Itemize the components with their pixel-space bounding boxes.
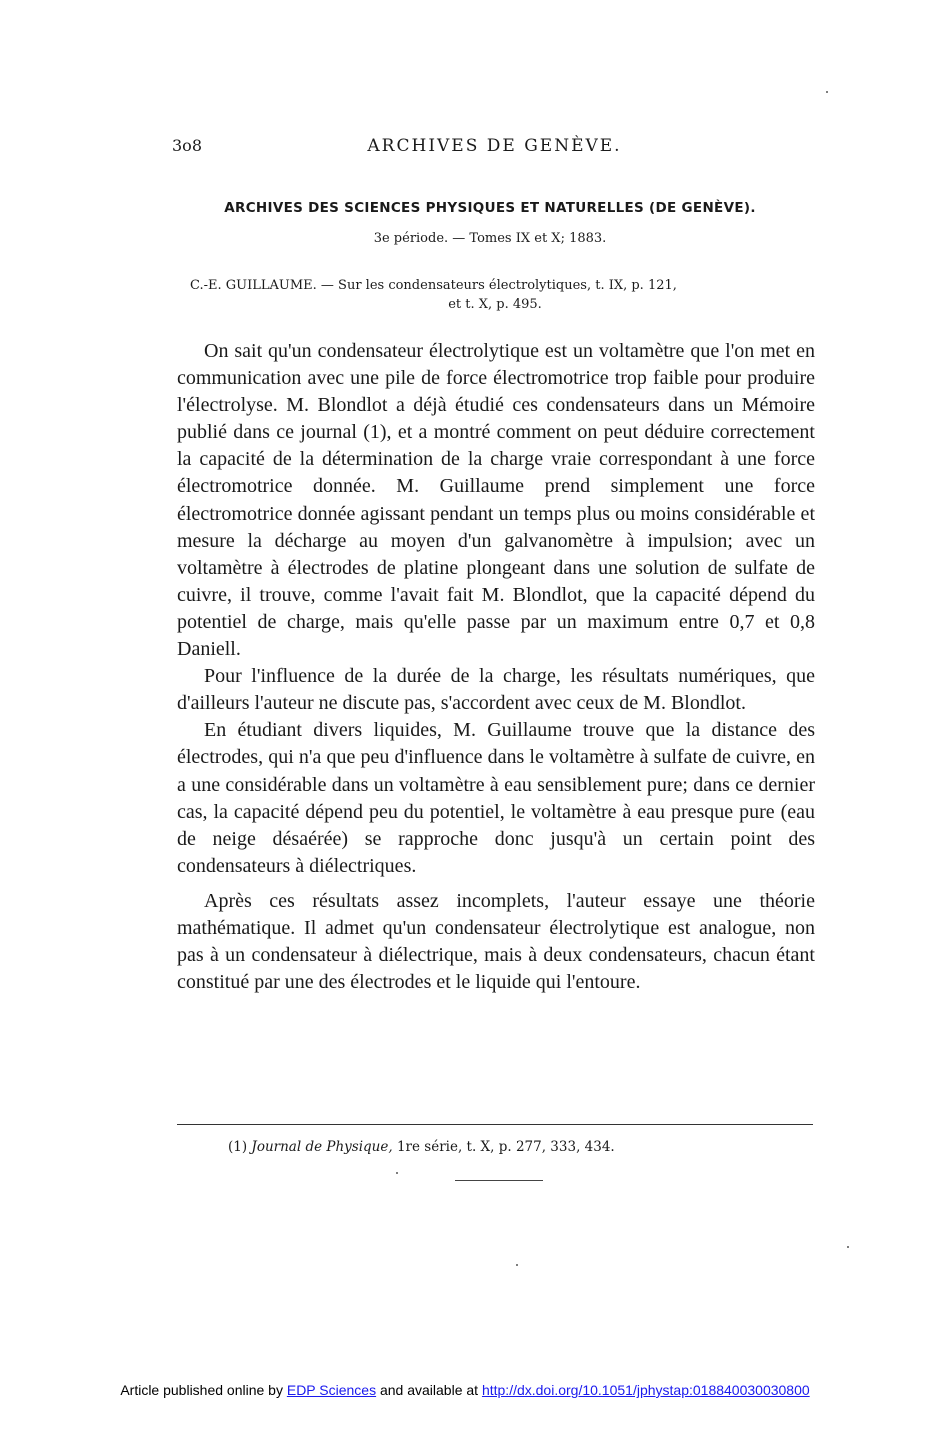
running-head: ARCHIVES DE GENÈVE. bbox=[367, 136, 622, 156]
body-paragraph-2: Pour l'influence de la durée de la charge, les résultats numériques, que d'ailleurs l'auteur ne discute pas, s'accordent avec ceux de M. Blondlot. bbox=[177, 665, 815, 715]
footnote-journal: Journal de Physique, bbox=[251, 1139, 393, 1155]
article-reference bbox=[190, 276, 800, 314]
body-paragraph-4: Après ces résultats assez incomplets, l'auteur essaye une théorie mathématique. Il admet qu'un condensateur électrolytique est analogue, non pas à un condensateur à diélectrique, mais à deux condensateurs, chacun étant constitué par une des électrodes et le liquide qui l'entoure. bbox=[177, 889, 815, 994]
scan-speck bbox=[516, 1264, 518, 1266]
article-reference-line-2: et t. X, p. 495. bbox=[448, 297, 542, 312]
footnote-divider bbox=[177, 1124, 813, 1125]
page-number: 3o8 bbox=[172, 136, 202, 155]
body-paragraph-1: On sait qu'un condensateur électrolytique est un voltamètre que l'on met en communication avec une pile de force électromotrice trop faible pour produire l'électrolyse. M. Blondlot a déjà étudié ces condensateurs dans un Mémoire publié dans ce journal (1), et a montré comment on peut déduire correctement la capacité de la détermination de la charge vraie correspondant à une force électromotrice donnée. M. Guillaume prend simplement une force électromotrice donnée agissant pendant un temps plus ou moins considérable et mesure la décharge au moyen d'un galvanomètre à impulsion; avec un voltamètre à électrodes de platine plongeant dans une solution de sulfate de cuivre, il trouve, comme l'avait fait M. Blondlot, que la capacité dépend du potentiel de charge, mais qu'elle passe par un maximum entre 0,7 et 0,8 Daniell. bbox=[177, 340, 815, 661]
doi-link[interactable]: http://dx.doi.org/10.1051/jphystap:018840030030800 bbox=[481, 1382, 810, 1398]
body-paragraph-3: En étudiant divers liquides, M. Guillaume trouve que la distance des électrodes, qui n'a que peu d'influence dans le voltamètre à sulfate de cuivre, en a une considérable dans un voltamètre à eau sensiblement pure; dans ce dernier cas, la capacité dépend peu du potentiel, le voltamètre à eau presque pure (eau de neige désaérée) se rapproche donc jusqu'à un certain point des condensateurs à diélectriques. bbox=[177, 719, 815, 877]
article-reference-line-1: C.-E. GUILLAUME. — Sur les condensateurs électrolytiques, t. IX, p. 121, bbox=[190, 278, 677, 293]
scan-speck bbox=[826, 91, 828, 93]
scan-speck bbox=[396, 1172, 398, 1174]
publication-footer bbox=[0, 1382, 930, 1398]
journal-heading: ARCHIVES DES SCIENCES PHYSIQUES ET NATURELLES (DE GENÈVE). bbox=[224, 200, 756, 216]
journal-period: 3e période. — Tomes IX et X; 1883. bbox=[373, 231, 607, 246]
footnote-marker: (1) bbox=[228, 1139, 248, 1155]
article-body bbox=[177, 338, 815, 996]
footnote bbox=[228, 1139, 808, 1155]
footer-middle: and available at bbox=[379, 1382, 479, 1398]
page-header bbox=[172, 136, 817, 158]
publisher-link[interactable]: EDP Sciences bbox=[286, 1382, 377, 1398]
footer-prefix: Article published online by bbox=[120, 1382, 283, 1398]
scan-speck bbox=[847, 1246, 849, 1248]
end-divider bbox=[455, 1180, 543, 1181]
footnote-details: 1re série, t. X, p. 277, 333, 434. bbox=[396, 1139, 615, 1155]
